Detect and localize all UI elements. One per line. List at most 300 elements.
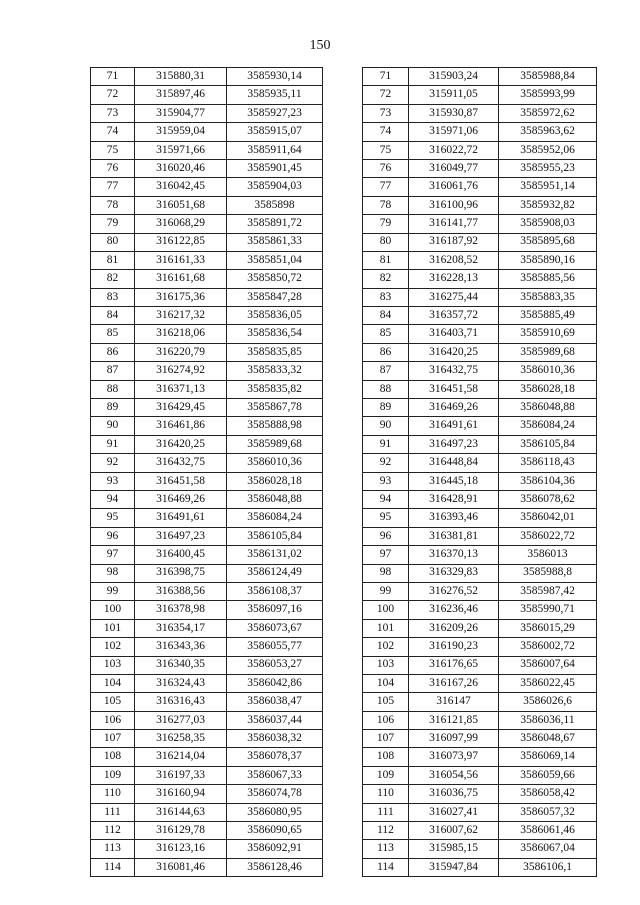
table-row (363, 546, 597, 564)
x-coordinate-cell: 316214,04 (135, 748, 227, 766)
table-row (91, 307, 323, 325)
x-coordinate-cell: 316324,43 (135, 674, 227, 692)
y-coordinate-cell: 3586002,72 (499, 638, 597, 656)
y-coordinate-cell: 3585988,84 (499, 68, 597, 86)
x-coordinate-cell: 316357,72 (409, 307, 499, 325)
point-number-cell: 72 (363, 86, 409, 104)
x-coordinate-cell: 316274,92 (135, 362, 227, 380)
y-coordinate-cell: 3585988,8 (499, 564, 597, 582)
point-number-cell: 110 (91, 785, 135, 803)
x-coordinate-cell: 316354,17 (135, 619, 227, 637)
table-row (91, 86, 323, 104)
table-row (91, 840, 323, 858)
point-number-cell: 95 (363, 509, 409, 527)
point-number-cell: 76 (363, 159, 409, 177)
table-row (91, 417, 323, 435)
x-coordinate-cell: 316027,41 (409, 803, 499, 821)
point-number-cell: 106 (363, 711, 409, 729)
table-row (363, 251, 597, 269)
table-row (363, 454, 597, 472)
y-coordinate-cell: 3585915,07 (227, 123, 323, 141)
x-coordinate-cell: 316491,61 (135, 509, 227, 527)
y-coordinate-cell: 3585835,85 (227, 343, 323, 361)
table-row (91, 803, 323, 821)
y-coordinate-cell: 3586108,37 (227, 582, 323, 600)
x-coordinate-cell: 316147 (409, 693, 499, 711)
point-number-cell: 111 (91, 803, 135, 821)
x-coordinate-cell: 316236,46 (409, 601, 499, 619)
table-row (91, 601, 323, 619)
x-coordinate-cell: 316007,62 (409, 822, 499, 840)
table-row (363, 601, 597, 619)
table-row (363, 270, 597, 288)
table-row (363, 730, 597, 748)
x-coordinate-cell: 316100,96 (409, 196, 499, 214)
table-row (363, 858, 597, 876)
y-coordinate-cell: 3586037,44 (227, 711, 323, 729)
x-coordinate-cell: 316144,63 (135, 803, 227, 821)
table-row (91, 527, 323, 545)
y-coordinate-cell: 3585932,82 (499, 196, 597, 214)
table-row (363, 619, 597, 637)
point-number-cell: 112 (91, 822, 135, 840)
point-number-cell: 95 (91, 509, 135, 527)
y-coordinate-cell: 3586026,6 (499, 693, 597, 711)
point-number-cell: 71 (91, 68, 135, 86)
point-number-cell: 86 (363, 343, 409, 361)
table-body (91, 68, 323, 877)
table-row (363, 68, 597, 86)
table-row (91, 582, 323, 600)
point-number-cell: 106 (91, 711, 135, 729)
table-row (91, 362, 323, 380)
y-coordinate-cell: 3585987,42 (499, 582, 597, 600)
x-coordinate-cell: 316049,77 (409, 159, 499, 177)
x-coordinate-cell: 316258,35 (135, 730, 227, 748)
x-coordinate-cell: 316340,35 (135, 656, 227, 674)
point-number-cell: 72 (91, 86, 135, 104)
point-number-cell: 79 (363, 215, 409, 233)
table-row (91, 251, 323, 269)
point-number-cell: 82 (91, 270, 135, 288)
point-number-cell: 82 (363, 270, 409, 288)
y-coordinate-cell: 3585833,32 (227, 362, 323, 380)
table-row (91, 233, 323, 251)
point-number-cell: 101 (363, 619, 409, 637)
table-row (363, 141, 597, 159)
point-number-cell: 74 (91, 123, 135, 141)
point-number-cell: 104 (91, 674, 135, 692)
y-coordinate-cell: 3586028,18 (499, 380, 597, 398)
x-coordinate-cell: 316432,75 (409, 362, 499, 380)
x-coordinate-cell: 315971,66 (135, 141, 227, 159)
y-coordinate-cell: 3585898 (227, 196, 323, 214)
x-coordinate-cell: 316469,26 (135, 490, 227, 508)
y-coordinate-cell: 3586067,04 (499, 840, 597, 858)
y-coordinate-cell: 3586013 (499, 546, 597, 564)
table-row (91, 472, 323, 490)
x-coordinate-cell: 316190,23 (409, 638, 499, 656)
point-number-cell: 109 (91, 766, 135, 784)
table-row (363, 178, 597, 196)
point-number-cell: 75 (91, 141, 135, 159)
point-number-cell: 101 (91, 619, 135, 637)
point-number-cell: 81 (363, 251, 409, 269)
x-coordinate-cell: 316197,33 (135, 766, 227, 784)
y-coordinate-cell: 3585888,98 (227, 417, 323, 435)
table-row (363, 693, 597, 711)
y-coordinate-cell: 3585927,23 (227, 104, 323, 122)
point-number-cell: 89 (363, 399, 409, 417)
x-coordinate-cell: 316175,36 (135, 288, 227, 306)
point-number-cell: 84 (91, 307, 135, 325)
table-row (363, 490, 597, 508)
table-row (91, 656, 323, 674)
point-number-cell: 90 (363, 417, 409, 435)
y-coordinate-cell: 3586022,45 (499, 674, 597, 692)
y-coordinate-cell: 3586092,91 (227, 840, 323, 858)
point-number-cell: 100 (91, 601, 135, 619)
point-number-cell: 93 (91, 472, 135, 490)
table-row (91, 546, 323, 564)
y-coordinate-cell: 3585895,68 (499, 233, 597, 251)
y-coordinate-cell: 3585963,62 (499, 123, 597, 141)
x-coordinate-cell: 316217,32 (135, 307, 227, 325)
x-coordinate-cell: 316343,36 (135, 638, 227, 656)
point-number-cell: 107 (363, 730, 409, 748)
table-row (91, 693, 323, 711)
y-coordinate-cell: 3586106,1 (499, 858, 597, 876)
point-number-cell: 87 (363, 362, 409, 380)
table-row (363, 435, 597, 453)
table-row (91, 325, 323, 343)
point-number-cell: 92 (91, 454, 135, 472)
point-number-cell: 83 (363, 288, 409, 306)
table-row (363, 362, 597, 380)
y-coordinate-cell: 3585930,14 (227, 68, 323, 86)
y-coordinate-cell: 3585951,14 (499, 178, 597, 196)
point-number-cell: 109 (363, 766, 409, 784)
x-coordinate-cell: 316051,68 (135, 196, 227, 214)
point-number-cell: 102 (91, 638, 135, 656)
table-row (363, 638, 597, 656)
table-body (363, 68, 597, 877)
point-number-cell: 78 (91, 196, 135, 214)
y-coordinate-cell: 3585847,28 (227, 288, 323, 306)
y-coordinate-cell: 3586048,88 (499, 399, 597, 417)
table-row (91, 730, 323, 748)
table-row (363, 417, 597, 435)
point-number-cell: 91 (91, 435, 135, 453)
x-coordinate-cell: 315959,04 (135, 123, 227, 141)
x-coordinate-cell: 316218,06 (135, 325, 227, 343)
point-number-cell: 73 (91, 104, 135, 122)
point-number-cell: 83 (91, 288, 135, 306)
x-coordinate-cell: 315903,24 (409, 68, 499, 86)
y-coordinate-cell: 3585835,82 (227, 380, 323, 398)
x-coordinate-cell: 316020,46 (135, 159, 227, 177)
table-row (363, 509, 597, 527)
x-coordinate-cell: 316054,56 (409, 766, 499, 784)
point-number-cell: 105 (363, 693, 409, 711)
x-coordinate-cell: 316445,18 (409, 472, 499, 490)
point-number-cell: 88 (363, 380, 409, 398)
x-coordinate-cell: 316275,44 (409, 288, 499, 306)
x-coordinate-cell: 316403,71 (409, 325, 499, 343)
point-number-cell: 90 (91, 417, 135, 435)
y-coordinate-cell: 3585910,69 (499, 325, 597, 343)
point-number-cell: 89 (91, 399, 135, 417)
y-coordinate-cell: 3586067,33 (227, 766, 323, 784)
y-coordinate-cell: 3585883,35 (499, 288, 597, 306)
point-number-cell: 80 (91, 233, 135, 251)
table-row (91, 123, 323, 141)
point-number-cell: 113 (363, 840, 409, 858)
x-coordinate-cell: 316393,46 (409, 509, 499, 527)
point-number-cell: 77 (363, 178, 409, 196)
x-coordinate-cell: 316432,75 (135, 454, 227, 472)
x-coordinate-cell: 316461,86 (135, 417, 227, 435)
x-coordinate-cell: 316491,61 (409, 417, 499, 435)
table-row (91, 380, 323, 398)
table-row (91, 215, 323, 233)
table-row (91, 141, 323, 159)
y-coordinate-cell: 3585989,68 (227, 435, 323, 453)
point-number-cell: 98 (363, 564, 409, 582)
point-number-cell: 98 (91, 564, 135, 582)
x-coordinate-cell: 316061,76 (409, 178, 499, 196)
x-coordinate-cell: 316388,56 (135, 582, 227, 600)
x-coordinate-cell: 316081,46 (135, 858, 227, 876)
x-coordinate-cell: 316022,72 (409, 141, 499, 159)
table-row (363, 766, 597, 784)
y-coordinate-cell: 3585904,03 (227, 178, 323, 196)
point-number-cell: 97 (91, 546, 135, 564)
table-row (363, 822, 597, 840)
point-number-cell: 80 (363, 233, 409, 251)
table-row (91, 159, 323, 177)
point-number-cell: 108 (363, 748, 409, 766)
x-coordinate-cell: 316068,29 (135, 215, 227, 233)
x-coordinate-cell: 316370,13 (409, 546, 499, 564)
y-coordinate-cell: 3586010,36 (227, 454, 323, 472)
point-number-cell: 105 (91, 693, 135, 711)
y-coordinate-cell: 3586028,18 (227, 472, 323, 490)
y-coordinate-cell: 3585908,03 (499, 215, 597, 233)
x-coordinate-cell: 316208,52 (409, 251, 499, 269)
table-row (363, 196, 597, 214)
table-row (363, 785, 597, 803)
point-number-cell: 100 (363, 601, 409, 619)
y-coordinate-cell: 3585993,99 (499, 86, 597, 104)
table-row (91, 858, 323, 876)
y-coordinate-cell: 3585851,04 (227, 251, 323, 269)
y-coordinate-cell: 3586080,95 (227, 803, 323, 821)
table-row (91, 196, 323, 214)
y-coordinate-cell: 3586010,36 (499, 362, 597, 380)
y-coordinate-cell: 3586084,24 (499, 417, 597, 435)
y-coordinate-cell: 3586061,46 (499, 822, 597, 840)
table-row (91, 674, 323, 692)
point-number-cell: 99 (363, 582, 409, 600)
x-coordinate-cell: 316161,33 (135, 251, 227, 269)
table-row (91, 343, 323, 361)
y-coordinate-cell: 3585990,71 (499, 601, 597, 619)
x-coordinate-cell: 316429,45 (135, 399, 227, 417)
x-coordinate-cell: 316097,99 (409, 730, 499, 748)
y-coordinate-cell: 3586055,77 (227, 638, 323, 656)
x-coordinate-cell: 316371,13 (135, 380, 227, 398)
table-row (363, 840, 597, 858)
x-coordinate-cell: 316451,58 (409, 380, 499, 398)
y-coordinate-cell: 3586059,66 (499, 766, 597, 784)
x-coordinate-cell: 316420,25 (409, 343, 499, 361)
table-row (363, 343, 597, 361)
point-number-cell: 93 (363, 472, 409, 490)
point-number-cell: 114 (91, 858, 135, 876)
y-coordinate-cell: 3586074,78 (227, 785, 323, 803)
x-coordinate-cell: 316187,92 (409, 233, 499, 251)
table-row (363, 159, 597, 177)
table-row (91, 748, 323, 766)
table-row (363, 564, 597, 582)
x-coordinate-cell: 315911,05 (409, 86, 499, 104)
point-number-cell: 103 (363, 656, 409, 674)
table-row (363, 233, 597, 251)
y-coordinate-cell: 3586078,37 (227, 748, 323, 766)
point-number-cell: 74 (363, 123, 409, 141)
x-coordinate-cell: 316469,26 (409, 399, 499, 417)
x-coordinate-cell: 316378,98 (135, 601, 227, 619)
x-coordinate-cell: 315985,15 (409, 840, 499, 858)
y-coordinate-cell: 3586104,36 (499, 472, 597, 490)
x-coordinate-cell: 316042,45 (135, 178, 227, 196)
point-number-cell: 88 (91, 380, 135, 398)
table-row (363, 803, 597, 821)
y-coordinate-cell: 3586042,01 (499, 509, 597, 527)
point-number-cell: 113 (91, 840, 135, 858)
table-row (363, 86, 597, 104)
y-coordinate-cell: 3585885,56 (499, 270, 597, 288)
point-number-cell: 110 (363, 785, 409, 803)
x-coordinate-cell: 316497,23 (135, 527, 227, 545)
table-row (91, 638, 323, 656)
y-coordinate-cell: 3585861,33 (227, 233, 323, 251)
table-row (363, 748, 597, 766)
table-row (363, 656, 597, 674)
y-coordinate-cell: 3585885,49 (499, 307, 597, 325)
y-coordinate-cell: 3586038,47 (227, 693, 323, 711)
x-coordinate-cell: 316329,83 (409, 564, 499, 582)
x-coordinate-cell: 316176,65 (409, 656, 499, 674)
y-coordinate-cell: 3586038,32 (227, 730, 323, 748)
table-row (91, 490, 323, 508)
x-coordinate-cell: 315930,87 (409, 104, 499, 122)
table-row (91, 178, 323, 196)
point-number-cell: 103 (91, 656, 135, 674)
y-coordinate-cell: 3586078,62 (499, 490, 597, 508)
y-coordinate-cell: 3586042,86 (227, 674, 323, 692)
point-number-cell: 97 (363, 546, 409, 564)
table-row (363, 527, 597, 545)
x-coordinate-cell: 316167,26 (409, 674, 499, 692)
point-number-cell: 87 (91, 362, 135, 380)
table-row (91, 104, 323, 122)
table-row (91, 454, 323, 472)
x-coordinate-cell: 316209,26 (409, 619, 499, 637)
table-row (363, 711, 597, 729)
point-number-cell: 84 (363, 307, 409, 325)
table-row (363, 215, 597, 233)
table-row (91, 509, 323, 527)
y-coordinate-cell: 3586036,11 (499, 711, 597, 729)
y-coordinate-cell: 3586097,16 (227, 601, 323, 619)
point-number-cell: 81 (91, 251, 135, 269)
x-coordinate-cell: 316228,13 (409, 270, 499, 288)
y-coordinate-cell: 3585901,45 (227, 159, 323, 177)
table-row (91, 270, 323, 288)
point-number-cell: 96 (91, 527, 135, 545)
point-number-cell: 104 (363, 674, 409, 692)
point-number-cell: 108 (91, 748, 135, 766)
x-coordinate-cell: 316276,52 (409, 582, 499, 600)
point-number-cell: 112 (363, 822, 409, 840)
y-coordinate-cell: 3586007,64 (499, 656, 597, 674)
point-number-cell: 85 (363, 325, 409, 343)
y-coordinate-cell: 3585850,72 (227, 270, 323, 288)
table-row (363, 380, 597, 398)
y-coordinate-cell: 3585935,11 (227, 86, 323, 104)
point-number-cell: 107 (91, 730, 135, 748)
table-row (91, 619, 323, 637)
x-coordinate-cell: 316161,68 (135, 270, 227, 288)
page-number: 150 (309, 38, 331, 53)
point-number-cell: 114 (363, 858, 409, 876)
x-coordinate-cell: 316129,78 (135, 822, 227, 840)
x-coordinate-cell: 315897,46 (135, 86, 227, 104)
point-number-cell: 102 (363, 638, 409, 656)
table-row (91, 288, 323, 306)
y-coordinate-cell: 3586069,14 (499, 748, 597, 766)
table-row (91, 766, 323, 784)
table-row (91, 711, 323, 729)
point-number-cell: 86 (91, 343, 135, 361)
table-row (363, 288, 597, 306)
x-coordinate-cell: 316121,85 (409, 711, 499, 729)
y-coordinate-cell: 3586022,72 (499, 527, 597, 545)
x-coordinate-cell: 316420,25 (135, 435, 227, 453)
point-number-cell: 78 (363, 196, 409, 214)
y-coordinate-cell: 3586128,46 (227, 858, 323, 876)
point-number-cell: 75 (363, 141, 409, 159)
y-coordinate-cell: 3586058,42 (499, 785, 597, 803)
y-coordinate-cell: 3585972,62 (499, 104, 597, 122)
y-coordinate-cell: 3585890,16 (499, 251, 597, 269)
table-row (91, 435, 323, 453)
x-coordinate-cell: 316400,45 (135, 546, 227, 564)
x-coordinate-cell: 316141,77 (409, 215, 499, 233)
x-coordinate-cell: 316316,43 (135, 693, 227, 711)
point-number-cell: 85 (91, 325, 135, 343)
y-coordinate-cell: 3585989,68 (499, 343, 597, 361)
x-coordinate-cell: 316398,75 (135, 564, 227, 582)
point-number-cell: 92 (363, 454, 409, 472)
y-coordinate-cell: 3586105,84 (499, 435, 597, 453)
y-coordinate-cell: 3586124,49 (227, 564, 323, 582)
point-number-cell: 91 (363, 435, 409, 453)
y-coordinate-cell: 3586084,24 (227, 509, 323, 527)
table-row (363, 104, 597, 122)
